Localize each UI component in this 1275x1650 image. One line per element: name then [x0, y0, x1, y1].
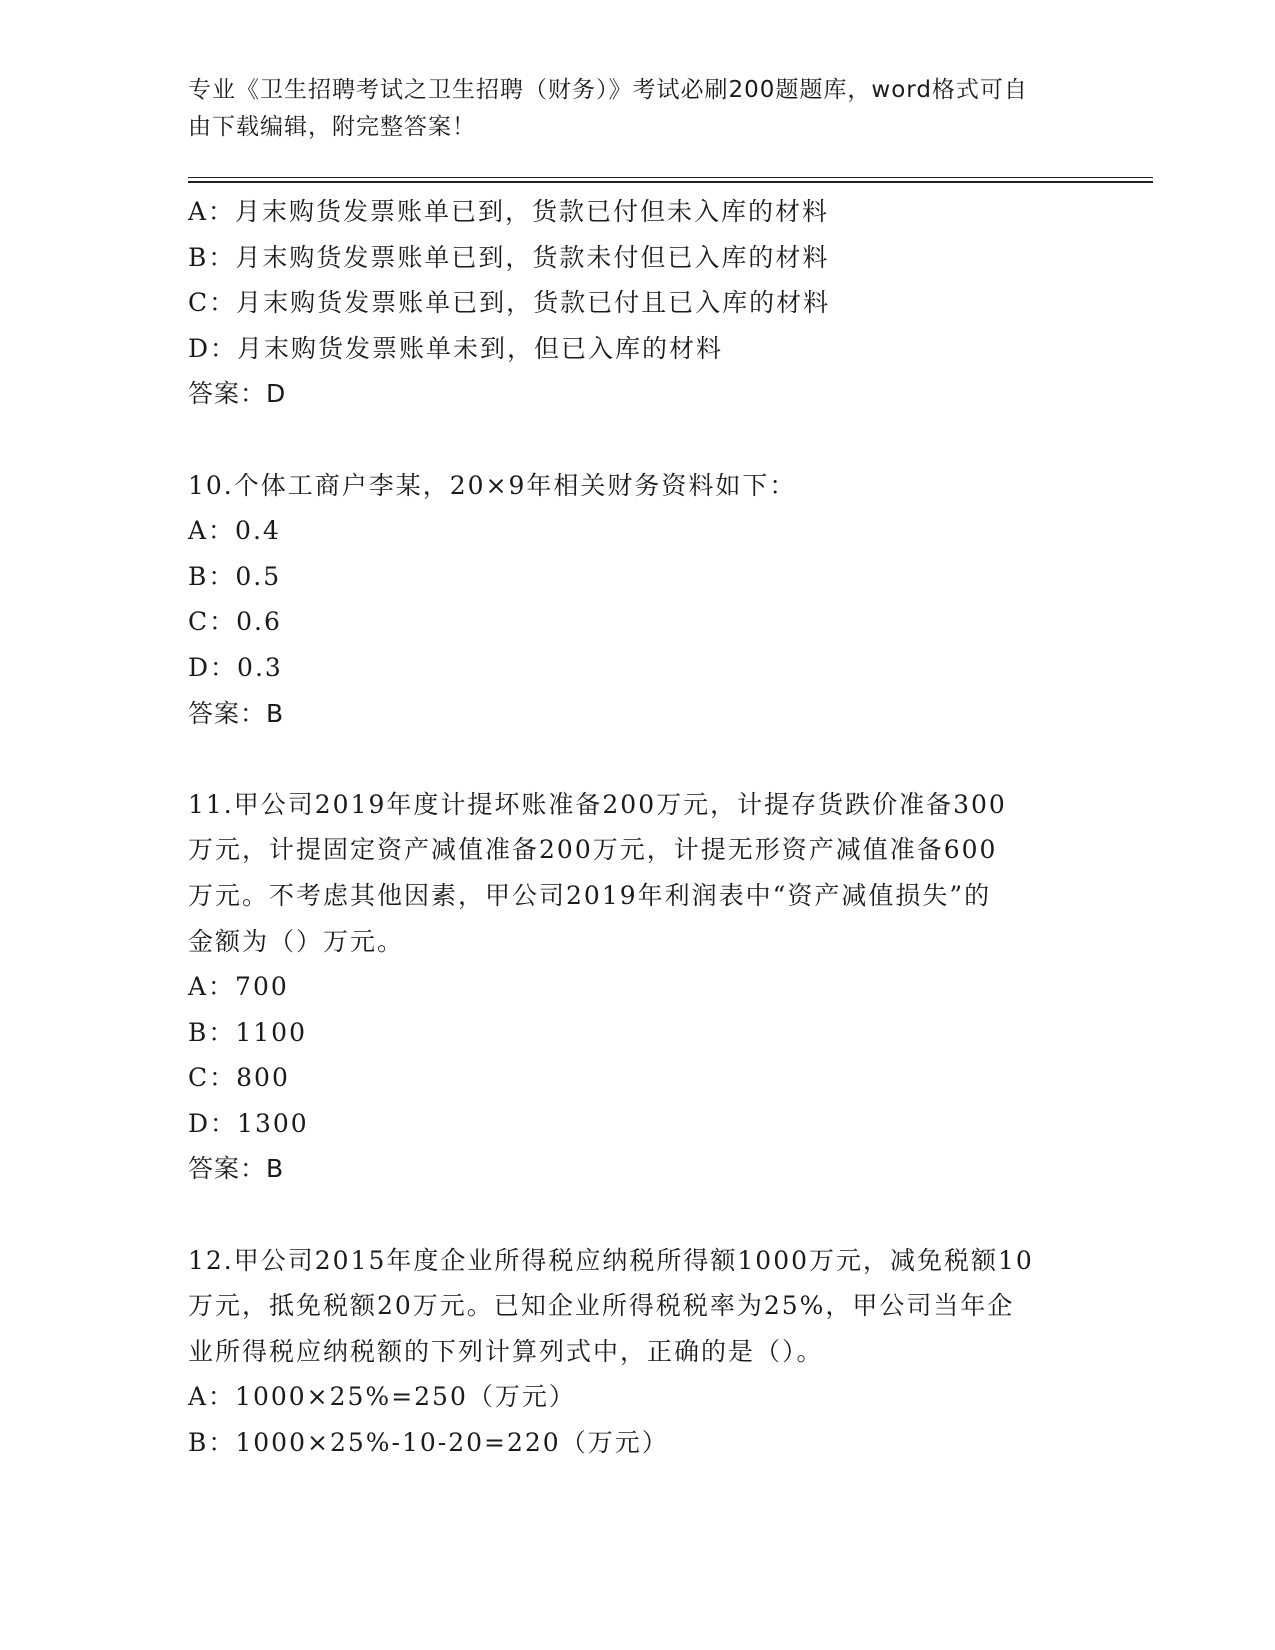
option-c: C：0.6	[188, 607, 282, 637]
question-stem-line-3: 万元。不考虑其他因素，甲公司2019年利润表中“资产减值损失”的	[188, 880, 992, 910]
question-stem-line-1: 11.甲公司2019年度计提坏账准备200万元，计提存货跌价准备300	[188, 789, 1007, 819]
question-9	[188, 189, 1088, 417]
option-d: D：1300	[188, 1108, 309, 1138]
option-d: D：月末购货发票账单未到，但已入库的材料	[188, 333, 724, 363]
question-list	[188, 189, 1088, 1466]
question-stem: 10.个体工商户李某，20×9年相关财务资料如下：	[188, 470, 797, 500]
option-a: A：1000×25%=250（万元）	[188, 1382, 576, 1412]
question-stem-line-4: 金额为（）万元。	[188, 926, 405, 956]
option-a: A：0.4	[188, 516, 281, 546]
option-d: D：0.3	[188, 652, 283, 682]
header-line-1: 专业《卫生招聘考试之卫生招聘（财务）》考试必刷200题题库，word格式可自	[188, 77, 1028, 103]
question-stem-line-2: 万元，计提固定资产减值准备200万元，计提无形资产减值准备600	[188, 835, 998, 865]
option-c: C：月末购货发票账单已到，货款已付且已入库的材料	[188, 288, 831, 318]
option-a: A：700	[188, 972, 289, 1002]
spacer	[188, 736, 1088, 782]
answer: 答案：D	[188, 379, 287, 409]
option-b: B：0.5	[188, 561, 282, 591]
option-b: B：1100	[188, 1017, 307, 1047]
question-10	[188, 463, 1088, 737]
document-header	[188, 72, 1088, 146]
question-stem-line-3: 业所得税应纳税额的下列计算列式中，正确的是（）。	[188, 1336, 824, 1366]
question-stem-line-2: 万元，抵免税额20万元。已知企业所得税税率为25%，甲公司当年企	[188, 1291, 1015, 1321]
question-11	[188, 782, 1088, 1192]
header-line-2: 由下载编辑，附完整答案！	[188, 114, 476, 140]
option-c: C：800	[188, 1063, 290, 1093]
spacer	[188, 1192, 1088, 1238]
header-divider-thick	[188, 181, 1153, 183]
header-divider-thin	[188, 177, 1153, 178]
option-b: B：1000×25%-10-20=220（万元）	[188, 1428, 669, 1458]
question-stem-line-1: 12.甲公司2015年度企业所得税应纳税所得额1000万元，减免税额10	[188, 1245, 1034, 1275]
spacer	[188, 417, 1088, 463]
option-b: B：月末购货发票账单已到，货款未付但已入库的材料	[188, 242, 830, 272]
answer: 答案：B	[188, 1154, 285, 1184]
answer: 答案：B	[188, 698, 285, 728]
option-a: A：月末购货发票账单已到，货款已付但未入库的材料	[188, 197, 830, 226]
question-12	[188, 1238, 1088, 1466]
